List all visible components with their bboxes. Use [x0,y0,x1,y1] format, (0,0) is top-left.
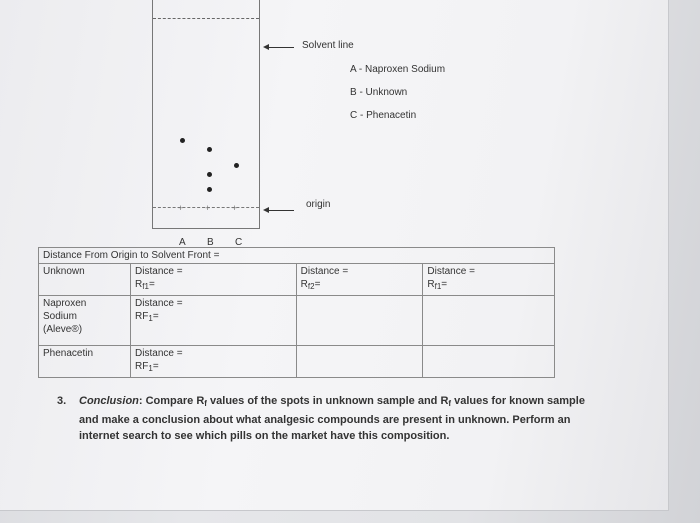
cell-distance[interactable]: Distance = $RF_1=$ [131,346,297,378]
tlc-plate [152,0,260,229]
conclusion-heading: Conclusion [79,395,139,407]
spot-lane-b-middle [207,172,212,177]
rf-data-table [38,247,555,378]
solvent-front-line [153,18,259,19]
row-label-unknown: Unknown [39,264,131,296]
cell-empty[interactable] [423,346,555,378]
question-text: Conclusion: Compare $R_f$ values of the spots in unknown sample and $R_f$ values for known sample and make a conclusion about what analgesic compounds are present in unknown. Perform an internet search to see which pills on the market have this composition. [79,395,585,442]
cell-distance[interactable]: Distance = $R_{f1}=$ [131,264,297,296]
cell-distance[interactable]: Distance = $R_{f1}=$ [423,264,555,296]
spot-lane-c [234,163,239,168]
legend-item-b: B - Unknown [350,87,408,98]
lane-label-b: B [207,237,214,248]
lane-label-a: A [179,237,186,248]
origin-label: origin [306,199,331,210]
table-row [39,296,555,346]
solvent-line-label: Solvent line [302,40,354,51]
cell-empty[interactable] [296,346,423,378]
cell-distance[interactable]: Distance = $R_{f2}=$ [296,264,423,296]
table-row [39,346,555,378]
row-label-naproxen: Naproxen Sodium (Aleve®) [39,296,131,346]
conclusion-question [57,393,597,444]
row-label-phenacetin: Phenacetin [39,346,131,378]
solvent-line-arrow [268,47,294,48]
legend-item-c: C - Phenacetin [350,110,417,121]
origin-arrow [268,210,294,211]
lane-c-mark: + [232,203,238,213]
cell-distance[interactable]: Distance = $RF_1=$ [131,296,297,346]
cell-empty[interactable] [423,296,555,346]
lane-a-mark: + [178,203,184,213]
spot-lane-a [180,138,185,143]
legend-item-a: A - Naproxen Sodium [350,64,446,75]
lane-b-mark: + [205,203,211,213]
spot-lane-b-lower [207,187,212,192]
spot-lane-b-upper [207,147,212,152]
origin-line [153,203,259,213]
question-number: 3. [57,395,67,407]
lane-label-c: C [235,237,243,248]
table-title: Distance From Origin to Solvent Front = [39,248,297,264]
table-row [39,264,555,296]
cell-empty[interactable] [296,296,423,346]
